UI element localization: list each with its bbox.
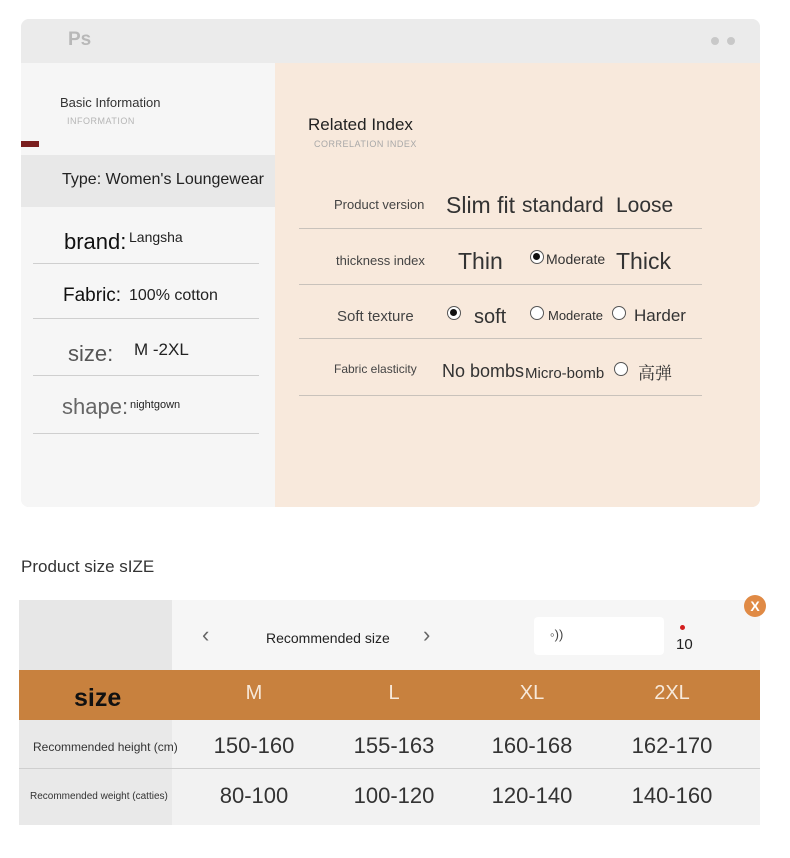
- table-cell: 150-160: [213, 733, 295, 758]
- elasticity-label: Fabric elasticity: [334, 362, 417, 376]
- size-table: [19, 600, 760, 825]
- radio-moderate-texture[interactable]: [530, 306, 544, 320]
- related-index-subtitle: CORRELATION INDEX: [314, 139, 417, 149]
- unread-count: 10: [676, 636, 693, 653]
- window-dot-icon[interactable]: [711, 37, 719, 45]
- chevron-right-icon[interactable]: ›: [423, 622, 431, 647]
- shape-key: shape:: [62, 394, 129, 419]
- fabric-key: Fabric:: [63, 285, 122, 306]
- brand-key: brand:: [64, 229, 127, 254]
- table-toolbar: [172, 600, 760, 670]
- size-header-label: size: [74, 684, 122, 712]
- column-header: L: [388, 682, 400, 704]
- shape-value: nightgown: [130, 399, 181, 411]
- table-cell: 80-100: [219, 783, 289, 808]
- divider: [299, 395, 702, 396]
- related-index-title: Related Index: [308, 115, 413, 134]
- row-label-height: Recommended height (cm): [33, 740, 178, 754]
- table-cell: 155-163: [353, 733, 435, 758]
- divider: [33, 318, 259, 319]
- basic-info-subtitle: INFORMATION: [67, 116, 135, 126]
- soft-texture-label: Soft texture: [337, 308, 414, 325]
- option-moderate-texture[interactable]: Moderate: [548, 308, 603, 323]
- option-soft[interactable]: soft: [474, 306, 507, 328]
- size-key: size:: [68, 341, 114, 366]
- table-cell: 140-160: [631, 783, 713, 808]
- notification-dot: [680, 625, 685, 630]
- window-dot-icon[interactable]: [727, 37, 735, 45]
- app-label: Ps: [68, 29, 92, 50]
- table-cell: 160-168: [491, 733, 573, 758]
- type-text: Type: Women's Loungewear: [62, 171, 264, 188]
- radio-high-elastic[interactable]: [614, 362, 628, 376]
- accent-bar: [21, 141, 39, 147]
- column-header: M: [245, 682, 263, 704]
- divider: [33, 263, 259, 264]
- option-standard[interactable]: standard: [522, 194, 604, 217]
- brand-value: Langsha: [129, 229, 183, 245]
- title-bar: [21, 19, 760, 63]
- radio-moderate-thickness[interactable]: [530, 250, 544, 264]
- basic-info-panel: [21, 63, 275, 507]
- basic-info-title: Basic Information: [60, 95, 161, 110]
- divider: [299, 284, 702, 285]
- divider: [299, 228, 702, 229]
- thickness-label: thickness index: [336, 253, 425, 268]
- row-divider: [19, 768, 760, 769]
- row-label-column: [19, 720, 172, 825]
- column-header: 2XL: [654, 682, 690, 704]
- speaker-wave-icon[interactable]: ◦)): [550, 627, 564, 642]
- table-cell: 120-140: [491, 783, 573, 808]
- size-section-title: Product size sIZE: [21, 557, 155, 576]
- column-header: XL: [519, 682, 545, 704]
- radio-harder[interactable]: [612, 306, 626, 320]
- option-slim-fit[interactable]: Slim fit: [446, 192, 515, 218]
- row-label-weight: Recommended weight (catties): [30, 791, 168, 802]
- divider: [33, 375, 259, 376]
- size-value: M -2XL: [134, 340, 189, 359]
- table-cell: 162-170: [631, 733, 713, 758]
- option-thin[interactable]: Thin: [458, 248, 503, 274]
- type-row: [21, 155, 275, 207]
- option-high-elastic[interactable]: 高弹: [638, 364, 672, 383]
- divider: [33, 433, 259, 434]
- divider: [299, 338, 702, 339]
- option-no-bombs[interactable]: No bombs: [442, 361, 525, 381]
- chevron-left-icon[interactable]: ‹: [202, 622, 210, 647]
- table-corner: [19, 600, 172, 670]
- recommended-size-label: Recommended size: [266, 630, 390, 646]
- table-cell: 100-120: [353, 783, 435, 808]
- option-moderate-thickness[interactable]: Moderate: [546, 251, 606, 267]
- radio-soft[interactable]: [447, 306, 461, 320]
- fabric-value: 100% cotton: [129, 287, 218, 304]
- close-icon[interactable]: X: [744, 595, 766, 617]
- option-loose[interactable]: Loose: [616, 194, 674, 217]
- option-thick[interactable]: Thick: [616, 248, 671, 274]
- option-micro-bomb[interactable]: Micro-bomb: [525, 365, 605, 382]
- option-harder[interactable]: Harder: [634, 306, 686, 325]
- product-version-label: Product version: [334, 197, 425, 212]
